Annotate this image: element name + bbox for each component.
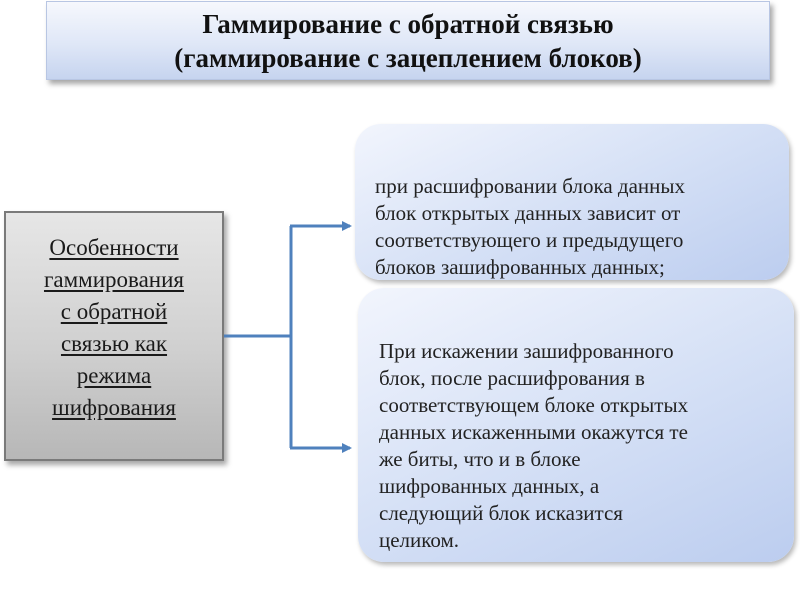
decryption-dependency-box bbox=[355, 124, 789, 280]
error-propagation-text: При искажении зашифрованного блок, после расшифрования в соответствующем блоке открытых данных искаженными окажутся те же биты, что и в блоке шифрованных данных, а следующий блок исказится целиком. bbox=[379, 339, 689, 552]
title-line-1: Гаммирование с обратной связью bbox=[202, 8, 614, 39]
title-line-2: (гаммирование с зацеплением блоков) bbox=[174, 42, 642, 73]
decryption-dependency-text: при расшифровании блока данных блок открытых данных зависит от соответствующего и предыдущего блоков зашифрованных данных; bbox=[375, 174, 685, 279]
error-propagation-box bbox=[358, 288, 794, 562]
features-label: Особенности гаммирования с обратной связью как режима шифрования bbox=[43, 235, 185, 420]
